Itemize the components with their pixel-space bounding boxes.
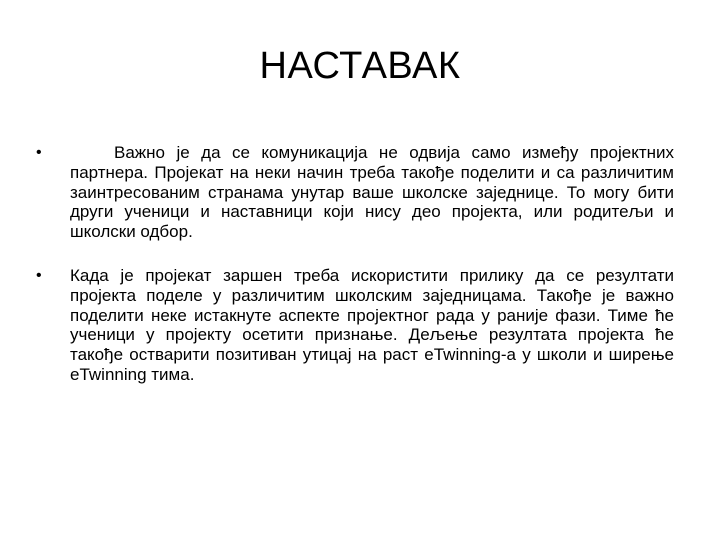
bullet-item-communication [36,143,674,242]
bullet-icon: • [36,266,42,284]
slide-title: НАСТАВАК [259,45,461,87]
bullet-list [36,143,674,385]
bullet-text: Важно је да се комуникација не одвија само између пројектних партнера. Пројекат на неки начин треба такође поделити и са различитим заинтресованим странама унутар ваше школске заједнице. То могу бити други ученици и наставници који нису део пројекта, или родитељи и школски одбор. [70,143,674,242]
bullet-text: Када је пројекат заршен треба искористити прилику да се резултати пројекта поделе у различитим школским заједницама. Такође је важно поделити неке истакнуте аспекте пројектног рада у раније фази. Тиме ће ученици у пројекту осетити признање. Дељење резултата пројекта ће такође остварити позитиван утицај на раст eTwinning-a у школи и ширење eTwinning тима. [70,265,674,384]
bullet-item-results [36,266,674,385]
bullet-icon: • [36,144,42,161]
